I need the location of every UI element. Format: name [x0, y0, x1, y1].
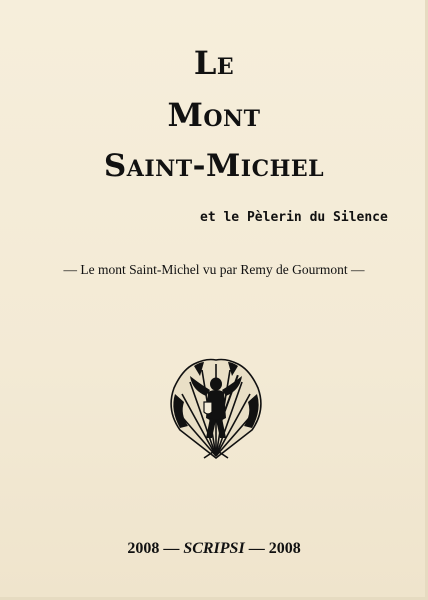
- footer-separator-2: —: [244, 540, 269, 557]
- footer-line: [0, 540, 428, 558]
- title-line-1: Le: [193, 44, 235, 82]
- footer-year-left: 2008: [127, 540, 160, 557]
- subtitle: et le Pèlerin du Silence: [200, 210, 388, 225]
- title-line-3: Saint-Michel: [103, 148, 325, 184]
- footer-year-right: 2008: [268, 540, 301, 557]
- footer-separator-1: —: [159, 540, 184, 557]
- scallop-shell-emblem-icon: [160, 354, 272, 466]
- footer-scripsi: SCRIPSI: [183, 540, 245, 557]
- quote-line: — Le mont Saint-Michel vu par Remy de Gourmont —: [63, 262, 365, 277]
- title-line-2: Mont: [167, 96, 261, 134]
